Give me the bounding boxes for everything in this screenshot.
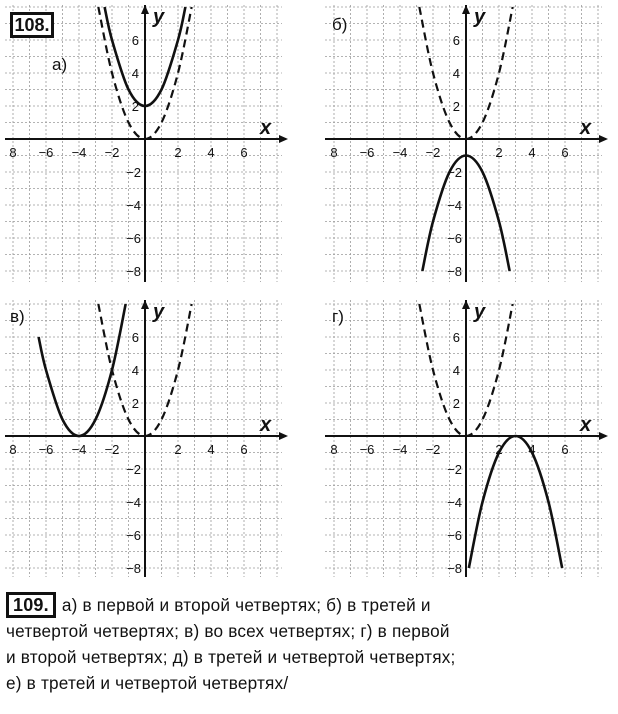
x-axis-label-a: x	[260, 117, 272, 139]
y-axis-arrow-g	[462, 300, 470, 309]
x-tick-label: −4	[71, 442, 87, 457]
graph-panel-b	[325, 5, 608, 282]
y-axis-arrow-b	[462, 5, 470, 14]
x-axis-label-v: x	[260, 414, 272, 436]
x-tick-label: 4	[528, 442, 536, 457]
y-tick-label: −8	[126, 264, 141, 279]
x-tick-label: −2	[104, 442, 120, 457]
x-tick-label: 6	[240, 442, 248, 457]
graph-panel-v	[5, 300, 288, 577]
y-axis-arrow-a	[141, 5, 149, 14]
y-tick-label: 2	[131, 396, 139, 411]
y-tick-label: 2	[452, 396, 460, 411]
x-tick-label: 8	[330, 145, 338, 160]
y-tick-label: −2	[447, 165, 462, 180]
y-tick-label: −6	[447, 528, 462, 543]
y-tick-label: −6	[447, 231, 462, 246]
x-tick-label: 8	[330, 442, 338, 457]
y-axis-label-b: y	[474, 6, 486, 28]
answer-line-1	[6, 592, 614, 618]
x-tick-label: −6	[38, 442, 54, 457]
x-tick-label: 4	[207, 145, 215, 160]
y-tick-label: −8	[126, 561, 141, 576]
y-tick-label: 4	[131, 363, 139, 378]
x-axis-label-b: x	[580, 117, 592, 139]
y-tick-label: −6	[126, 528, 141, 543]
x-axis-arrow-v	[279, 432, 288, 440]
y-tick-label: 2	[131, 99, 139, 114]
y-tick-label: 2	[452, 99, 460, 114]
panel-label-b: б)	[332, 15, 348, 34]
y-axis-label-v: y	[153, 301, 165, 323]
y-tick-label: 4	[452, 66, 460, 81]
x-tick-label: 8	[9, 145, 17, 160]
y-tick-label: 6	[452, 330, 460, 345]
panel-label-g: г)	[332, 307, 344, 326]
x-tick-label: 2	[174, 145, 182, 160]
grid-v	[5, 300, 282, 577]
x-tick-label: 6	[240, 145, 248, 160]
x-tick-label: −6	[38, 145, 54, 160]
x-tick-label: 2	[174, 442, 182, 457]
y-axis-label-a: y	[153, 6, 165, 28]
y-tick-label: 6	[131, 33, 139, 48]
problem-109-number: 109.	[6, 592, 56, 618]
y-tick-label: 4	[131, 66, 139, 81]
answer-line-3: и второй четвертях; д) в третей и четвертой четвертях;	[6, 647, 456, 667]
y-tick-label: −8	[447, 264, 462, 279]
answer-text-1: а) в первой и второй четвертях; б) в третей и	[61, 595, 431, 615]
x-tick-label: −2	[425, 145, 441, 160]
answer-109	[6, 592, 614, 696]
x-tick-label: −4	[71, 145, 87, 160]
y-axis-arrow-v	[141, 300, 149, 309]
x-axis-arrow-g	[599, 432, 608, 440]
panel-label-v: в)	[10, 307, 25, 326]
x-axis-arrow-b	[599, 135, 608, 143]
x-tick-label: 8	[9, 442, 17, 457]
y-axis-label-g: y	[474, 301, 486, 323]
y-tick-label: −4	[126, 495, 141, 510]
x-tick-label: 4	[207, 442, 215, 457]
y-tick-label: 6	[131, 330, 139, 345]
x-tick-label: −6	[359, 442, 375, 457]
grid-b	[325, 5, 602, 282]
x-tick-label: −4	[392, 145, 408, 160]
x-tick-label: −4	[392, 442, 408, 457]
y-tick-label: −4	[126, 198, 141, 213]
y-tick-label: 4	[452, 363, 460, 378]
answer-line-2: четвертой четвертях; в) во всех четвертях; г) в первой	[6, 621, 450, 641]
graph-panel-g	[325, 300, 608, 577]
x-tick-label: 6	[561, 442, 569, 457]
x-axis-label-g: x	[580, 414, 592, 436]
y-tick-label: −4	[447, 198, 462, 213]
problem-108-number: 108.	[10, 12, 54, 38]
x-tick-label: −2	[425, 442, 441, 457]
x-tick-label: −2	[104, 145, 120, 160]
y-tick-label: −2	[447, 462, 462, 477]
x-tick-label: −6	[359, 145, 375, 160]
x-tick-label: 4	[528, 145, 536, 160]
graph-panel-a	[5, 5, 288, 282]
answer-line-4: е) в третей и четвертой четвертях/	[6, 673, 289, 693]
x-tick-label: 2	[495, 442, 503, 457]
y-tick-label: −6	[126, 231, 141, 246]
x-axis-arrow-a	[279, 135, 288, 143]
y-tick-label: −2	[126, 462, 141, 477]
y-tick-label: 6	[452, 33, 460, 48]
grid-g	[325, 300, 602, 577]
y-tick-label: −2	[126, 165, 141, 180]
y-tick-label: −4	[447, 495, 462, 510]
panel-label-a: а)	[52, 55, 68, 74]
x-tick-label: 2	[495, 145, 503, 160]
grid-a	[5, 5, 282, 282]
x-tick-label: 6	[561, 145, 569, 160]
y-tick-label: −8	[447, 561, 462, 576]
